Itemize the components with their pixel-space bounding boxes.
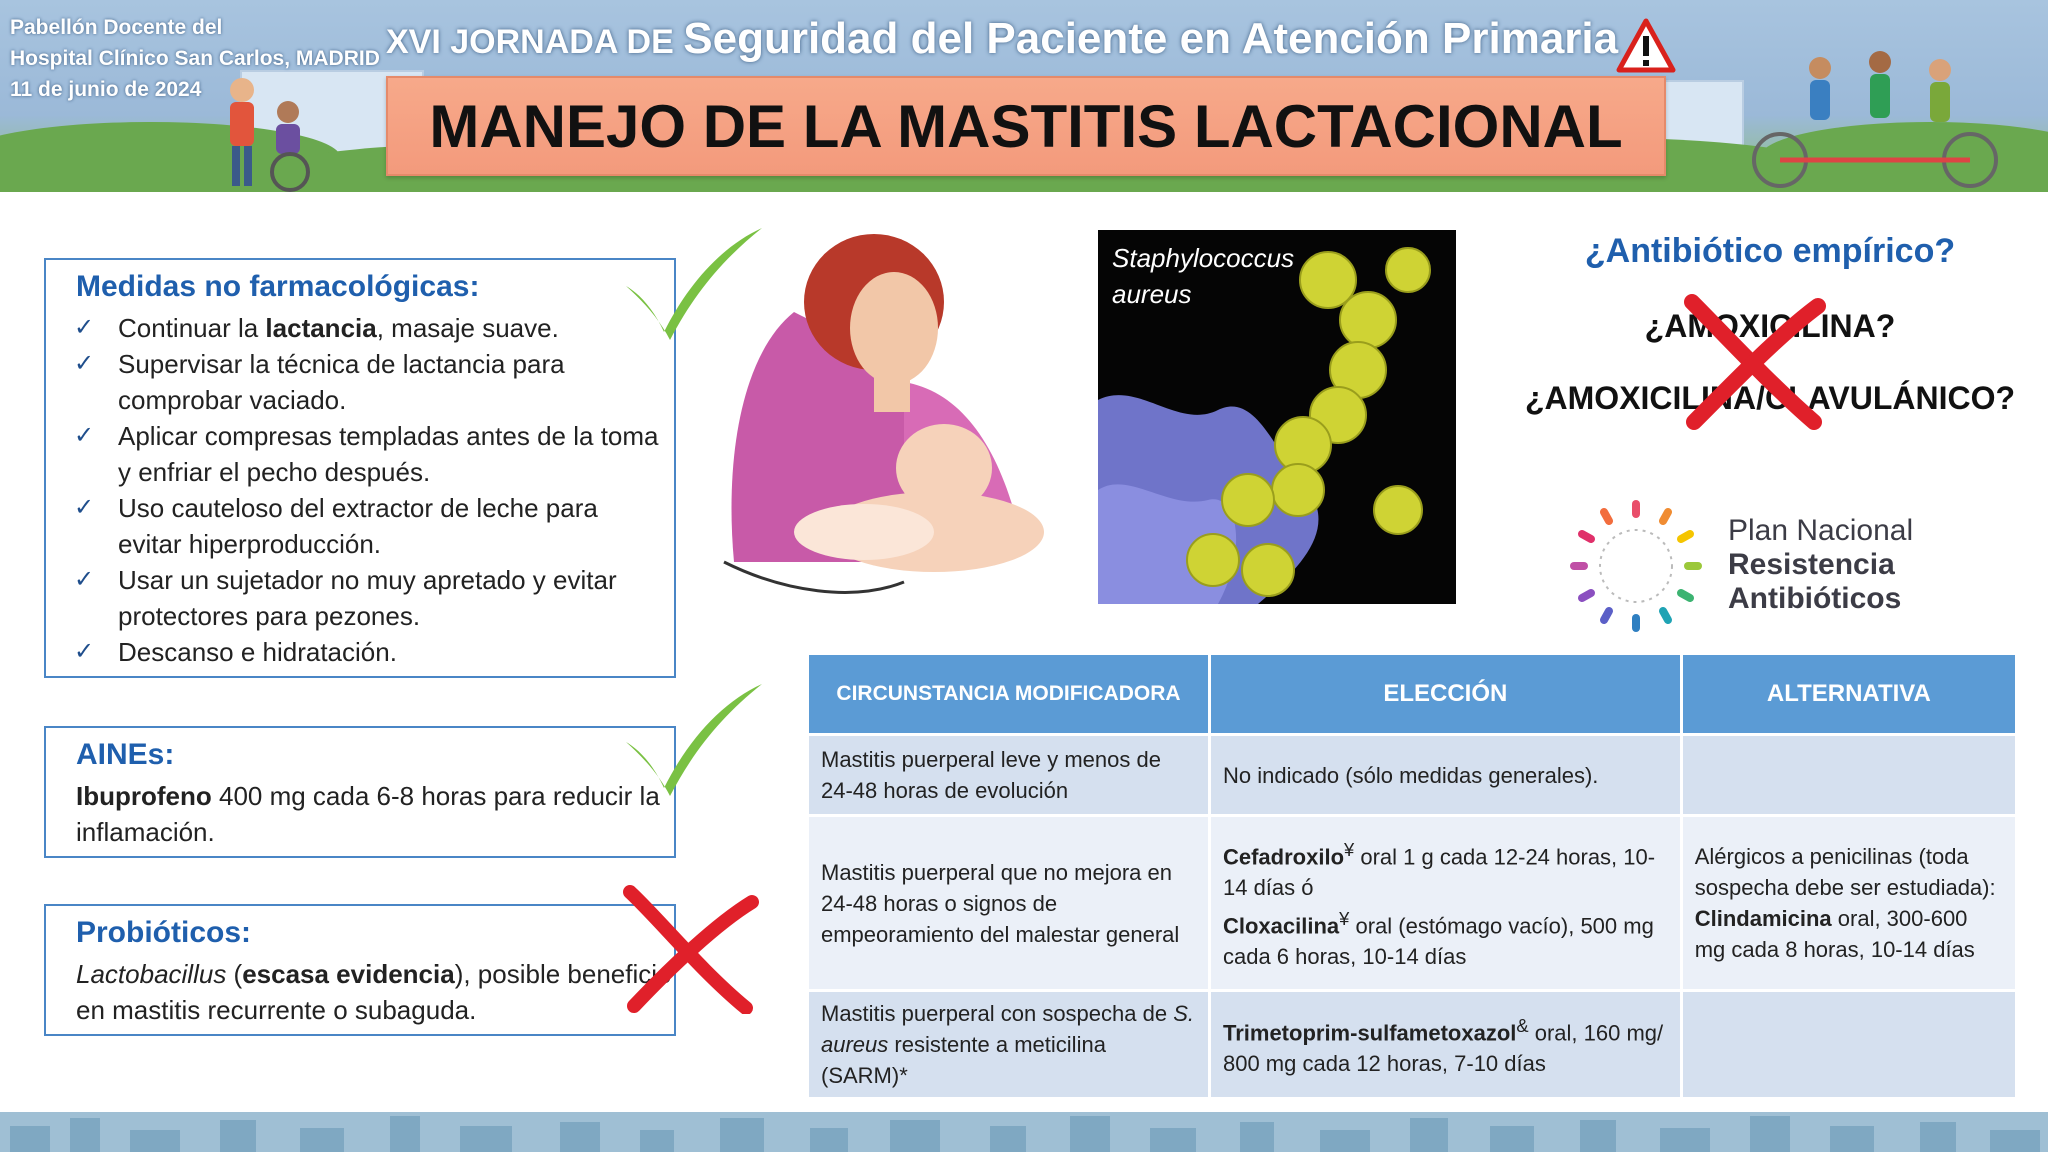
red-cross-icon bbox=[620, 880, 760, 1014]
treatment-table bbox=[806, 652, 2018, 1100]
cell-text: Mastitis puerperal con sospecha de bbox=[821, 1001, 1174, 1026]
table-cell: Mastitis puerperal que no mejora en 24-48 horas o signos de empeoramiento del malestar general bbox=[808, 816, 1210, 991]
logo-line: Antibióticos bbox=[1728, 582, 1902, 615]
event-name: Seguridad del Paciente en Atención Primaria bbox=[683, 14, 1619, 63]
table-row bbox=[808, 735, 2017, 816]
venue-line: Hospital Clínico San Carlos, MADRID bbox=[10, 47, 380, 70]
item-text: , masaje suave. bbox=[376, 313, 559, 343]
box-text-part: ( bbox=[226, 959, 243, 989]
nsaids-box bbox=[44, 726, 676, 858]
list-item bbox=[46, 418, 666, 490]
warning-icon bbox=[1616, 18, 1676, 74]
dose-text: 400 mg cada 6-8 horas para reducir la inflamación. bbox=[76, 781, 660, 847]
list-item bbox=[46, 634, 666, 670]
non-pharma-box bbox=[44, 258, 676, 678]
event-title bbox=[386, 14, 1618, 64]
slide-title: MANEJO DE LA MASTITIS LACTACIONAL bbox=[429, 92, 1623, 160]
check-bullet-icon: ✓ bbox=[74, 350, 95, 377]
list-item bbox=[46, 346, 666, 418]
organism-name: S. aureus bbox=[821, 1001, 1194, 1057]
drug-name: Cefadroxilo bbox=[1222, 844, 1345, 869]
item-text: Descanso e hidratación. bbox=[118, 637, 397, 667]
breastfeeding-illustration bbox=[704, 232, 1060, 608]
table-row bbox=[808, 816, 2017, 991]
drug-name: Ibuprofeno bbox=[76, 781, 212, 811]
item-text: Aplicar compresas templadas antes de la toma y enfriar el pecho después. bbox=[118, 421, 659, 487]
red-cross-icon bbox=[1680, 290, 1826, 430]
footnote-mark: & bbox=[1516, 1014, 1529, 1036]
logo-line: Resistencia bbox=[1728, 548, 1895, 581]
drug-name: Trimetoprim-sulfametoxazol bbox=[1222, 1020, 1517, 1046]
column-header: CIRCUNSTANCIA MODIFICADORA bbox=[808, 654, 1210, 735]
column-header: ALTERNATIVA bbox=[1681, 654, 2016, 735]
list-item bbox=[46, 310, 666, 346]
table-cell: Mastitis puerperal leve y menos de 24-48 horas de evolución bbox=[808, 735, 1210, 816]
list-item bbox=[46, 490, 666, 562]
allergy-note: Alérgicos a penicilinas (toda sospecha debe ser estudiada): bbox=[1694, 844, 1996, 900]
organism-name: Lactobacillus bbox=[76, 959, 227, 989]
cell-text: resistente a meticilina (SARM)* bbox=[821, 1032, 1106, 1088]
staphylococcus-image bbox=[1098, 230, 1456, 604]
table-row bbox=[808, 991, 2017, 1099]
dose-text: oral, 160 mg/ 800 mg cada 12 horas, 7-10 días bbox=[1222, 1020, 1664, 1077]
item-text: Continuar la bbox=[118, 313, 266, 343]
item-text: Usar un sujetador no muy apretado y evitar protectores para pezones. bbox=[118, 565, 617, 631]
footnote-mark: ¥ bbox=[1339, 908, 1350, 929]
event-date: 11 de junio de 2024 bbox=[10, 78, 202, 101]
list-item bbox=[46, 562, 666, 634]
slide-title-banner bbox=[386, 76, 1666, 176]
venue-line: Pabellón Docente del bbox=[10, 16, 223, 39]
box-text bbox=[76, 956, 676, 1028]
event-edition: XVI JORNADA DE bbox=[386, 23, 674, 61]
logo-line: Plan Nacional bbox=[1728, 514, 1914, 547]
bacteria-genus: Staphylococcus bbox=[1112, 243, 1295, 273]
box-text-part: ), posible beneficio en mastitis recurrente o subaguda. bbox=[76, 959, 672, 1025]
pran-logo-text bbox=[1728, 514, 1913, 616]
table-cell bbox=[1681, 991, 2016, 1099]
antibiotic-option: ¿AMOXICILINA? bbox=[1644, 308, 1896, 344]
table-cell bbox=[1209, 816, 1681, 991]
table-header-row bbox=[808, 654, 2017, 735]
table-cell bbox=[1681, 735, 2016, 816]
column-header: ELECCIÓN bbox=[1209, 654, 1681, 735]
table-cell: No indicado (sólo medidas generales). bbox=[1209, 735, 1681, 816]
check-bullet-icon: ✓ bbox=[74, 314, 95, 341]
antibiotic-option: ¿AMOXICILINA/CLAVULÁNICO? bbox=[1524, 380, 2016, 416]
evidence-note: escasa evidencia bbox=[242, 959, 455, 989]
pran-logo-icon bbox=[1568, 498, 1704, 634]
box-text bbox=[76, 778, 676, 850]
item-text: Uso cauteloso del extractor de leche para evitar hiperproducción. bbox=[118, 493, 598, 559]
skyline-decoration bbox=[0, 1112, 2048, 1152]
drug-name: Clindamicina bbox=[1694, 906, 1832, 931]
bacteria-species: aureus bbox=[1112, 279, 1192, 309]
bacteria-label bbox=[1112, 240, 1294, 312]
probiotics-box bbox=[44, 904, 676, 1036]
footer-skyline bbox=[0, 1112, 2048, 1152]
check-bullet-icon: ✓ bbox=[74, 422, 95, 449]
item-text: Supervisar la técnica de lactancia para comprobar vaciado. bbox=[118, 349, 565, 415]
check-bullet-icon: ✓ bbox=[74, 638, 95, 665]
dose-text: oral 1 g cada 12-24 horas, 10-14 días ó bbox=[1222, 844, 1656, 900]
drug-name: Cloxacilina bbox=[1222, 913, 1340, 939]
dose-text: oral, 300-600 mg cada 8 horas, 10-14 días bbox=[1694, 906, 1975, 962]
item-bold: lactancia bbox=[265, 313, 377, 343]
check-bullet-icon: ✓ bbox=[74, 566, 95, 593]
antibiotic-question: ¿Antibiótico empírico? bbox=[1584, 232, 1956, 270]
table-cell bbox=[1209, 991, 1681, 1099]
venue-info bbox=[10, 12, 380, 105]
footnote-mark: ¥ bbox=[1344, 838, 1355, 860]
box-title: Probióticos: bbox=[76, 916, 252, 949]
measures-list bbox=[46, 310, 666, 670]
green-check-icon bbox=[618, 680, 766, 800]
table-cell bbox=[808, 991, 1210, 1099]
box-title: Medidas no farmacológicas: bbox=[76, 270, 480, 303]
table-cell bbox=[1681, 816, 2016, 991]
cyclists-illustration bbox=[1720, 40, 2020, 190]
dose-text: oral (estómago vacío), 500 mg cada 6 horas, 10-14 días bbox=[1222, 913, 1654, 970]
box-title: AINEs: bbox=[76, 738, 175, 771]
check-bullet-icon: ✓ bbox=[74, 494, 95, 521]
